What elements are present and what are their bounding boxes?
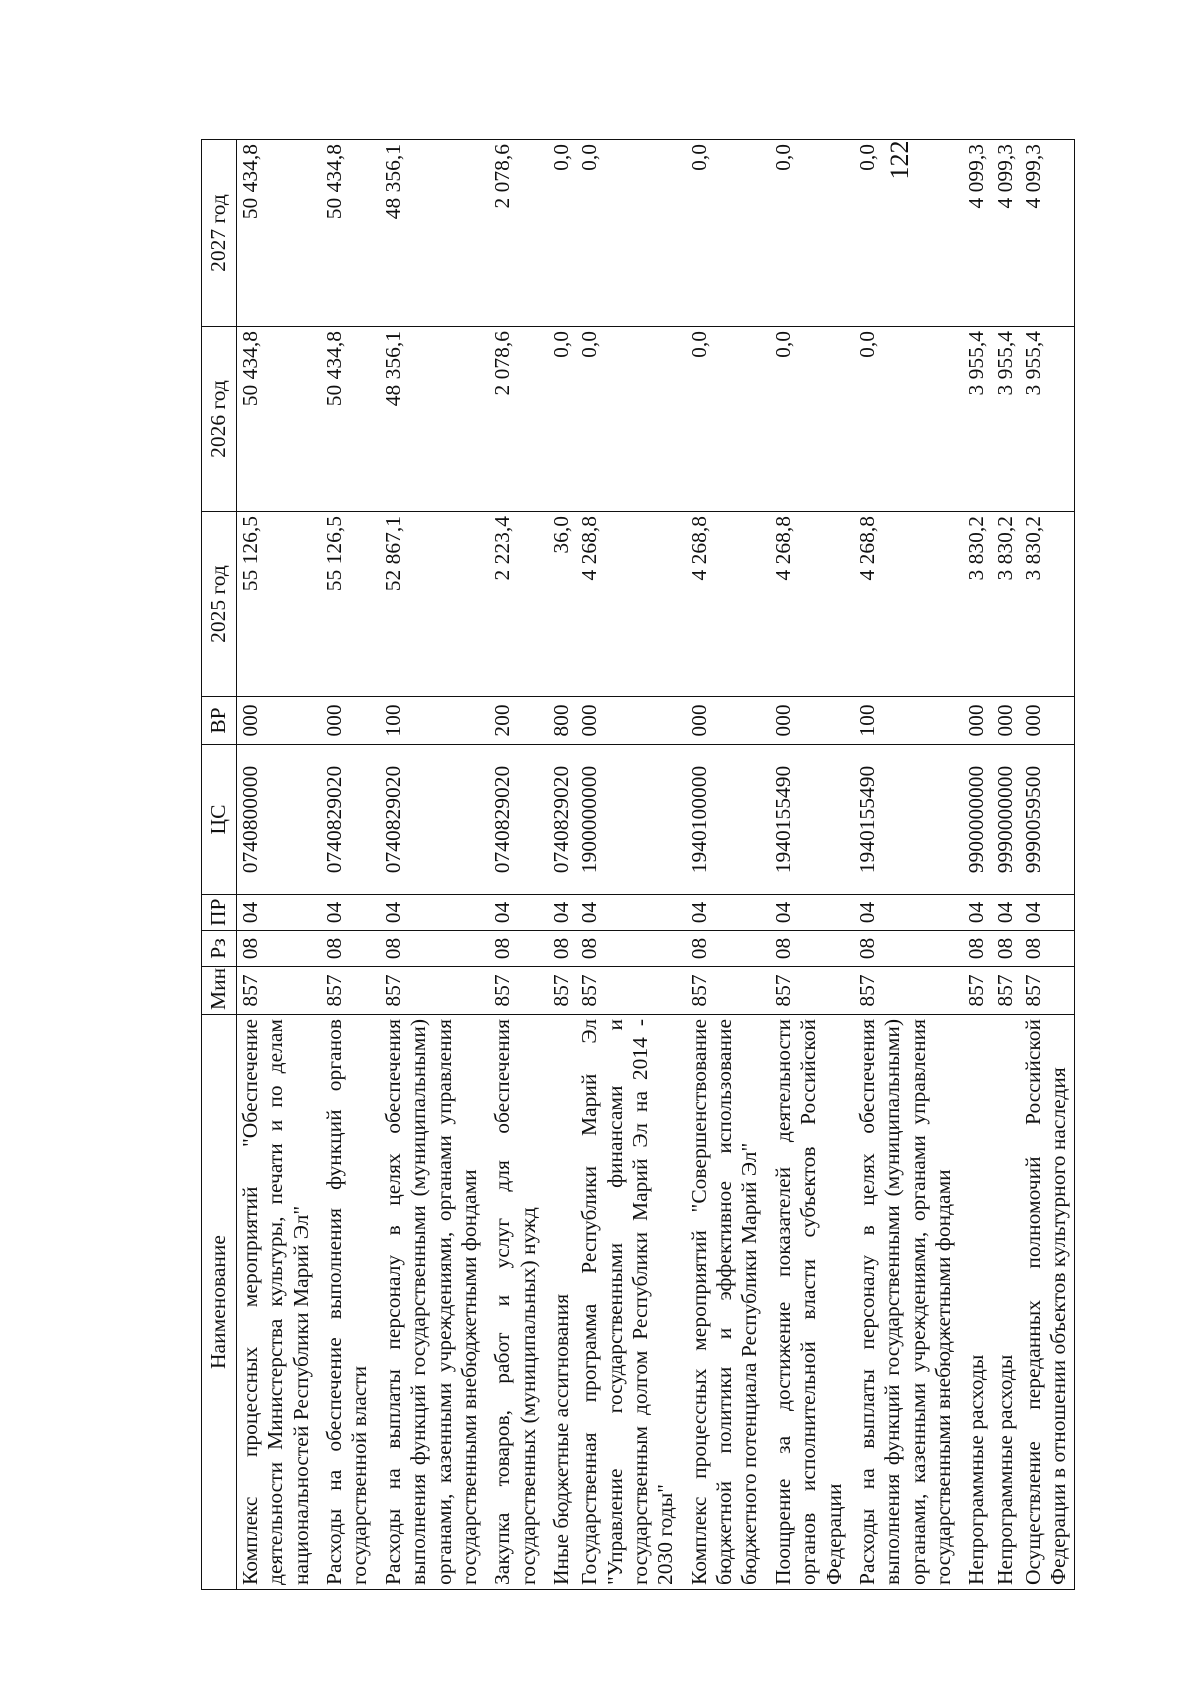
cell-2027: 0,0 — [765, 140, 849, 327]
cell-pr: 04 — [1020, 895, 1074, 931]
cell-min: 857 — [576, 967, 680, 1015]
table-row — [992, 140, 1020, 1590]
cell-cs: 1940155490 — [765, 745, 849, 895]
cell-pr: 04 — [681, 895, 765, 931]
cell-pr: 04 — [237, 895, 317, 931]
cell-2026: 0,0 — [576, 327, 680, 512]
cell-cs: 0740829020 — [375, 745, 484, 895]
cell-min: 857 — [849, 967, 958, 1015]
cell-pr: 04 — [849, 895, 958, 931]
cell-2027: 0,0 — [576, 140, 680, 327]
cell-vr: 000 — [1020, 697, 1074, 745]
table-row — [681, 140, 765, 1590]
cell-rz: 08 — [765, 931, 849, 967]
cell-name: Непрограммные расходы — [992, 1015, 1020, 1590]
cell-2026: 3 955,4 — [992, 327, 1020, 512]
cell-2027: 50 434,8 — [237, 140, 317, 327]
cell-2025: 52 867,1 — [375, 512, 484, 697]
cell-pr: 04 — [576, 895, 680, 931]
cell-min: 857 — [681, 967, 765, 1015]
cell-name: Закупка товаров, работ и услуг для обеспечения государственных (муниципальных) нужд — [484, 1015, 543, 1590]
cell-vr: 000 — [681, 697, 765, 745]
cell-rz: 08 — [958, 931, 991, 967]
cell-2025: 3 830,2 — [992, 512, 1020, 697]
cell-rz: 08 — [484, 931, 543, 967]
header-pr: ПР — [202, 895, 237, 931]
cell-cs: 9990059500 — [1020, 745, 1074, 895]
cell-2027: 0,0 — [849, 140, 958, 327]
cell-name: Государственная программа Республики Марий Эл "Управление государственными финансами и государственным долгом Республики Марий Эл на 2014 - 2030 годы" — [576, 1015, 680, 1590]
cell-pr: 04 — [316, 895, 375, 931]
cell-2026: 0,0 — [849, 327, 958, 512]
table-row — [958, 140, 991, 1590]
cell-name: Комплекс процессных мероприятий "Совершенствование бюджетной политики и эффективное использование бюджетного потенциала Республики Марий Эл" — [681, 1015, 765, 1590]
cell-2026: 3 955,4 — [1020, 327, 1074, 512]
cell-2025: 2 223,4 — [484, 512, 543, 697]
table-row — [543, 140, 576, 1590]
cell-2025: 3 830,2 — [1020, 512, 1074, 697]
cell-cs: 1940100000 — [681, 745, 765, 895]
cell-pr: 04 — [484, 895, 543, 931]
budget-table — [201, 139, 1075, 1590]
cell-2025: 4 268,8 — [576, 512, 680, 697]
cell-2027: 48 356,1 — [375, 140, 484, 327]
cell-min: 857 — [237, 967, 317, 1015]
cell-vr: 000 — [765, 697, 849, 745]
cell-cs: 9900000000 — [958, 745, 991, 895]
table-row — [375, 140, 484, 1590]
table-row — [576, 140, 680, 1590]
cell-cs: 0740800000 — [237, 745, 317, 895]
cell-vr: 000 — [316, 697, 375, 745]
cell-name: Комплекс процессных мероприятий "Обеспечение деятельности Министерства культуры, печати и по делам национальностей Республики Марий Эл" — [237, 1015, 317, 1590]
table-row — [765, 140, 849, 1590]
header-2027: 2027 год — [202, 140, 237, 327]
cell-name: Расходы на обеспечение выполнения функций органов государственной власти — [316, 1015, 375, 1590]
cell-2027: 4 099,3 — [1020, 140, 1074, 327]
cell-name: Поощрение за достижение показателей деятельности органов исполнительной власти субъектов Российской Федерации — [765, 1015, 849, 1590]
cell-2026: 50 434,8 — [237, 327, 317, 512]
cell-min: 857 — [992, 967, 1020, 1015]
cell-2025: 36,0 — [543, 512, 576, 697]
cell-2026: 50 434,8 — [316, 327, 375, 512]
cell-pr: 04 — [992, 895, 1020, 931]
cell-vr: 100 — [375, 697, 484, 745]
cell-min: 857 — [316, 967, 375, 1015]
cell-rz: 08 — [1020, 931, 1074, 967]
cell-2026: 0,0 — [543, 327, 576, 512]
cell-cs: 0740829020 — [316, 745, 375, 895]
cell-rz: 08 — [992, 931, 1020, 967]
cell-2026: 0,0 — [681, 327, 765, 512]
cell-rz: 08 — [849, 931, 958, 967]
cell-2025: 3 830,2 — [958, 512, 991, 697]
table-row — [1020, 140, 1074, 1590]
cell-2025: 4 268,8 — [849, 512, 958, 697]
cell-cs: 1900000000 — [576, 745, 680, 895]
header-vr: ВР — [202, 697, 237, 745]
cell-pr: 04 — [765, 895, 849, 931]
cell-vr: 000 — [576, 697, 680, 745]
cell-vr: 800 — [543, 697, 576, 745]
cell-name: Осуществление переданных полномочий Российской Федерации в отношении объектов культурного наследия — [1020, 1015, 1074, 1590]
budget-table-rotated — [201, 140, 1071, 1590]
cell-2025: 4 268,8 — [681, 512, 765, 697]
cell-rz: 08 — [576, 931, 680, 967]
cell-vr: 000 — [958, 697, 991, 745]
header-2025: 2025 год — [202, 512, 237, 697]
cell-2026: 3 955,4 — [958, 327, 991, 512]
table-row — [316, 140, 375, 1590]
cell-2027: 2 078,6 — [484, 140, 543, 327]
header-rz: Рз — [202, 931, 237, 967]
cell-name: Расходы на выплаты персоналу в целях обеспечения выполнения функций государственными (муниципальными) органами, казенными учреждениями, органами управления государственными внебюджетными фондами — [849, 1015, 958, 1590]
table-header-row — [202, 140, 237, 1590]
cell-vr: 000 — [237, 697, 317, 745]
cell-2026: 0,0 — [765, 327, 849, 512]
cell-cs: 9990000000 — [992, 745, 1020, 895]
cell-vr: 200 — [484, 697, 543, 745]
cell-vr: 000 — [992, 697, 1020, 745]
cell-2027: 4 099,3 — [992, 140, 1020, 327]
cell-rz: 08 — [237, 931, 317, 967]
table-row — [237, 140, 317, 1590]
cell-min: 857 — [958, 967, 991, 1015]
cell-name: Непрограммные расходы — [958, 1015, 991, 1590]
cell-2026: 48 356,1 — [375, 327, 484, 512]
header-2026: 2026 год — [202, 327, 237, 512]
cell-2027: 4 099,3 — [958, 140, 991, 327]
page-number: 122 — [885, 140, 914, 180]
cell-pr: 04 — [958, 895, 991, 931]
cell-min: 857 — [1020, 967, 1074, 1015]
cell-name: Расходы на выплаты персоналу в целях обеспечения выполнения функций государственными (муниципальными) органами, казенными учреждениями, органами управления государственными внебюджетными фондами — [375, 1015, 484, 1590]
header-name: Наименование — [202, 1015, 237, 1590]
cell-2026: 2 078,6 — [484, 327, 543, 512]
cell-rz: 08 — [375, 931, 484, 967]
cell-2025: 55 126,5 — [316, 512, 375, 697]
cell-min: 857 — [484, 967, 543, 1015]
cell-2027: 0,0 — [543, 140, 576, 327]
cell-cs: 1940155490 — [849, 745, 958, 895]
table-row — [849, 140, 958, 1590]
table-row — [484, 140, 543, 1590]
cell-rz: 08 — [681, 931, 765, 967]
cell-rz: 08 — [316, 931, 375, 967]
cell-cs: 0740829020 — [484, 745, 543, 895]
cell-cs: 0740829020 — [543, 745, 576, 895]
table-body — [237, 140, 1075, 1590]
cell-2027: 0,0 — [681, 140, 765, 327]
cell-pr: 04 — [543, 895, 576, 931]
header-cs: ЦС — [202, 745, 237, 895]
cell-vr: 100 — [849, 697, 958, 745]
cell-2027: 50 434,8 — [316, 140, 375, 327]
cell-min: 857 — [765, 967, 849, 1015]
cell-rz: 08 — [543, 931, 576, 967]
cell-min: 857 — [543, 967, 576, 1015]
cell-min: 857 — [375, 967, 484, 1015]
cell-name: Иные бюджетные ассигнования — [543, 1015, 576, 1590]
cell-2025: 4 268,8 — [765, 512, 849, 697]
cell-pr: 04 — [375, 895, 484, 931]
cell-2025: 55 126,5 — [237, 512, 317, 697]
header-min: Мин — [202, 967, 237, 1015]
